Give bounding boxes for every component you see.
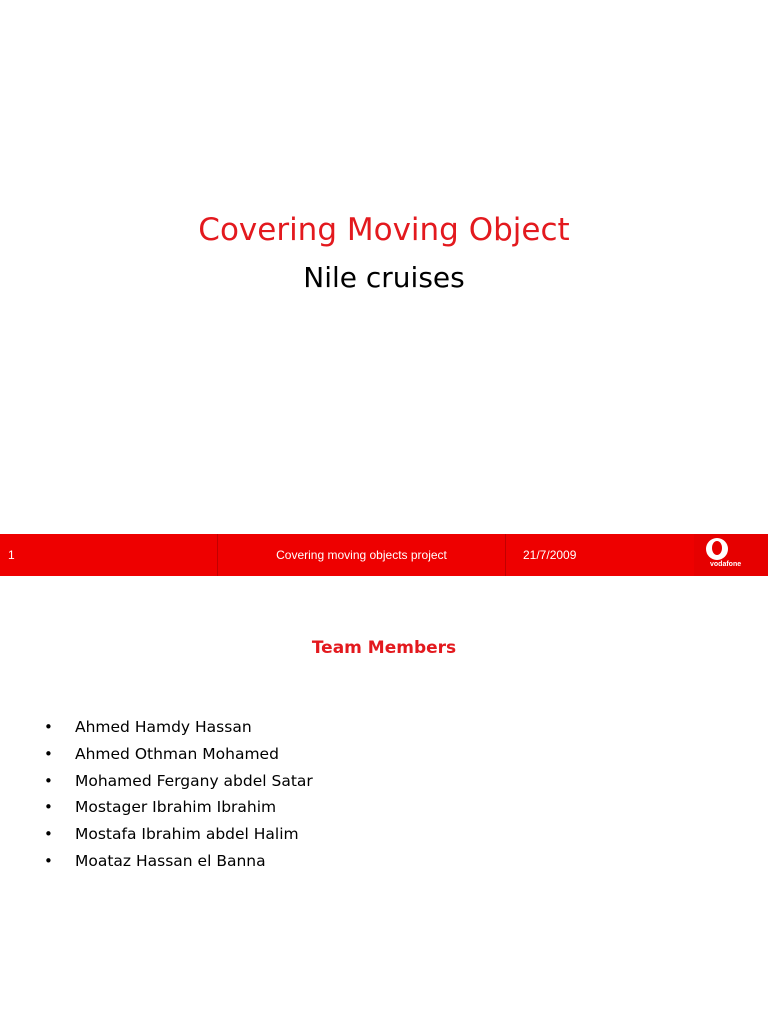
bullet-icon: •: [44, 851, 53, 870]
member-name: Mostafa Ibrahim abdel Halim: [75, 825, 299, 844]
team-heading: Team Members: [311, 638, 457, 658]
member-name: Ahmed Othman Mohamed: [75, 744, 279, 763]
bullet-icon: •: [44, 718, 53, 736]
list-item: [44, 848, 313, 875]
member-list: [44, 714, 313, 875]
list-item: [44, 714, 313, 741]
vodafone-logo-quote: [712, 541, 722, 555]
member-name: Mohamed Fergany abdel Satar: [75, 771, 313, 790]
bullet-icon: •: [44, 798, 53, 817]
slide-title-block: [0, 206, 768, 302]
bullet-icon: •: [44, 771, 53, 790]
vodafone-logo: [694, 534, 768, 576]
member-name: Ahmed Hamdy Hassan: [75, 718, 252, 736]
list-item: [44, 741, 313, 768]
vodafone-logo-icon: [706, 538, 728, 560]
footer-bar: [0, 534, 768, 576]
list-item: [44, 821, 313, 848]
member-name: Mostager Ibrahim Ibrahim: [75, 798, 277, 817]
footer-project-name: Covering moving objects project: [276, 548, 447, 562]
vodafone-logo-text: vodafone: [710, 561, 742, 568]
list-item: [44, 768, 313, 795]
footer-date: 21/7/2009: [523, 548, 577, 562]
list-item: [44, 794, 313, 821]
slide-subtitle: Nile cruises: [303, 261, 465, 294]
footer-divider-2: [505, 534, 506, 576]
bullet-icon: •: [44, 825, 53, 844]
footer-slide-number: 1: [8, 548, 15, 562]
slide-title: Covering Moving Object: [198, 212, 570, 248]
bullet-icon: •: [44, 744, 53, 763]
member-name: Moataz Hassan el Banna: [75, 851, 266, 870]
